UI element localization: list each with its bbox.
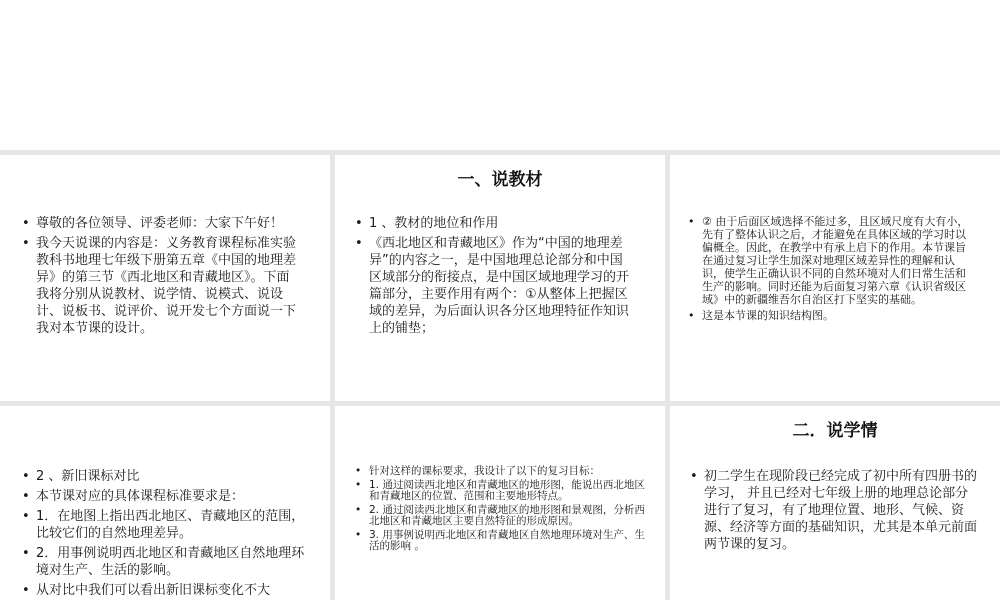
list-item: • 我今天说课的内容是：义务教育课程标准实验教科书地理七年级下册第五章《中国的地理差异》的第三节《西北地区和青藏地区》。下面我将分别从说教材、说学情、说模式、说设计、说板书、说评价、说开发七个方面说一下我对本节课的设计。 [22, 235, 302, 337]
slide-textbook-role-continued[interactable] [670, 155, 1000, 401]
bullet-list [690, 468, 980, 556]
list-item: • ② 由于后面区域选择不能过多，且区域尺度有大有小，先有了整体认识之后，才能避免在具体区域的学习时以偏概全。因此，在教学中有承上启下的作用。本节课旨在通过复习让学生加深对地理区域差异性的理解和认识，使学生正确认识不同的自然环境对人们日常生活和生产的影响。同时还能为后面复习第六章《认识省级区域》中的新疆维吾尔自治区打下坚实的基础。 [688, 215, 976, 306]
list-item: • 1. 通过阅读西北地区和青藏地区的地形图，能说出西北地区和青藏地区的位置、范围和主要地形特点。 [355, 480, 645, 502]
list-item: • 2. 通过阅读西北地区和青藏地区的地形图和景观图，分析西北地区和青藏地区主要自然特征的形成原因。 [355, 505, 645, 527]
list-item: • 从对比中我们可以看出新旧课标变化不大 [22, 582, 312, 599]
slide-curriculum-comparison[interactable] [0, 406, 330, 600]
bullet-list [355, 215, 635, 340]
top-blank-area [0, 0, 1000, 150]
bullet-list [688, 215, 976, 325]
list-item: • 这是本节课的知识结构图。 [688, 309, 976, 322]
slide-title: 一、说教材 [457, 170, 543, 190]
list-item: • 《西北地区和青藏地区》作为“中国的地理差异”的内容之一，是中国地理总论部分和中国区域部分的衔接点，是中国区域地理学习的开篇部分，主要作用有两个：①从整体上把握区域的差异，为后面认识各分区地理特征作知识上的铺垫； [355, 235, 635, 337]
slide-textbook-analysis[interactable] [335, 155, 665, 401]
list-item: • 尊敬的各位领导、评委老师：大家下午好！ [22, 215, 302, 232]
bullet-list [355, 466, 645, 555]
list-item: • 2 、新旧课标对比 [22, 468, 312, 485]
slide-student-analysis[interactable] [670, 406, 1000, 600]
list-item: • 本节课对应的具体课程标准要求是： [22, 488, 312, 505]
slide-title: 二．说学情 [792, 421, 878, 441]
list-item: • 3. 用事例说明西北地区和青藏地区自然地理环境对生产、生活的影响 。 [355, 530, 645, 552]
bullet-list [22, 468, 312, 600]
list-item: • 针对这样的课标要求，我设计了以下的复习目标： [355, 466, 645, 477]
list-item: • 1 、教材的地位和作用 [355, 215, 635, 232]
list-item: • 初二学生在现阶段已经完成了初中所有四册书的学习， 并且已经对七年级上册的地理总论部分进行了复习，有了地理位置、地形、气候、资源、经济等方面的基础知识，尤其是本单元前面两节课的复习。 [690, 468, 980, 553]
slide-review-objectives[interactable] [335, 406, 665, 600]
list-item: • 2．用事例说明西北地区和青藏地区自然地理环境对生产、生活的影响。 [22, 545, 312, 579]
slide-opening-greeting[interactable] [0, 155, 330, 401]
bullet-list [22, 215, 302, 340]
list-item: • 1．在地图上指出西北地区、青藏地区的范围，比较它们的自然地理差异。 [22, 508, 312, 542]
